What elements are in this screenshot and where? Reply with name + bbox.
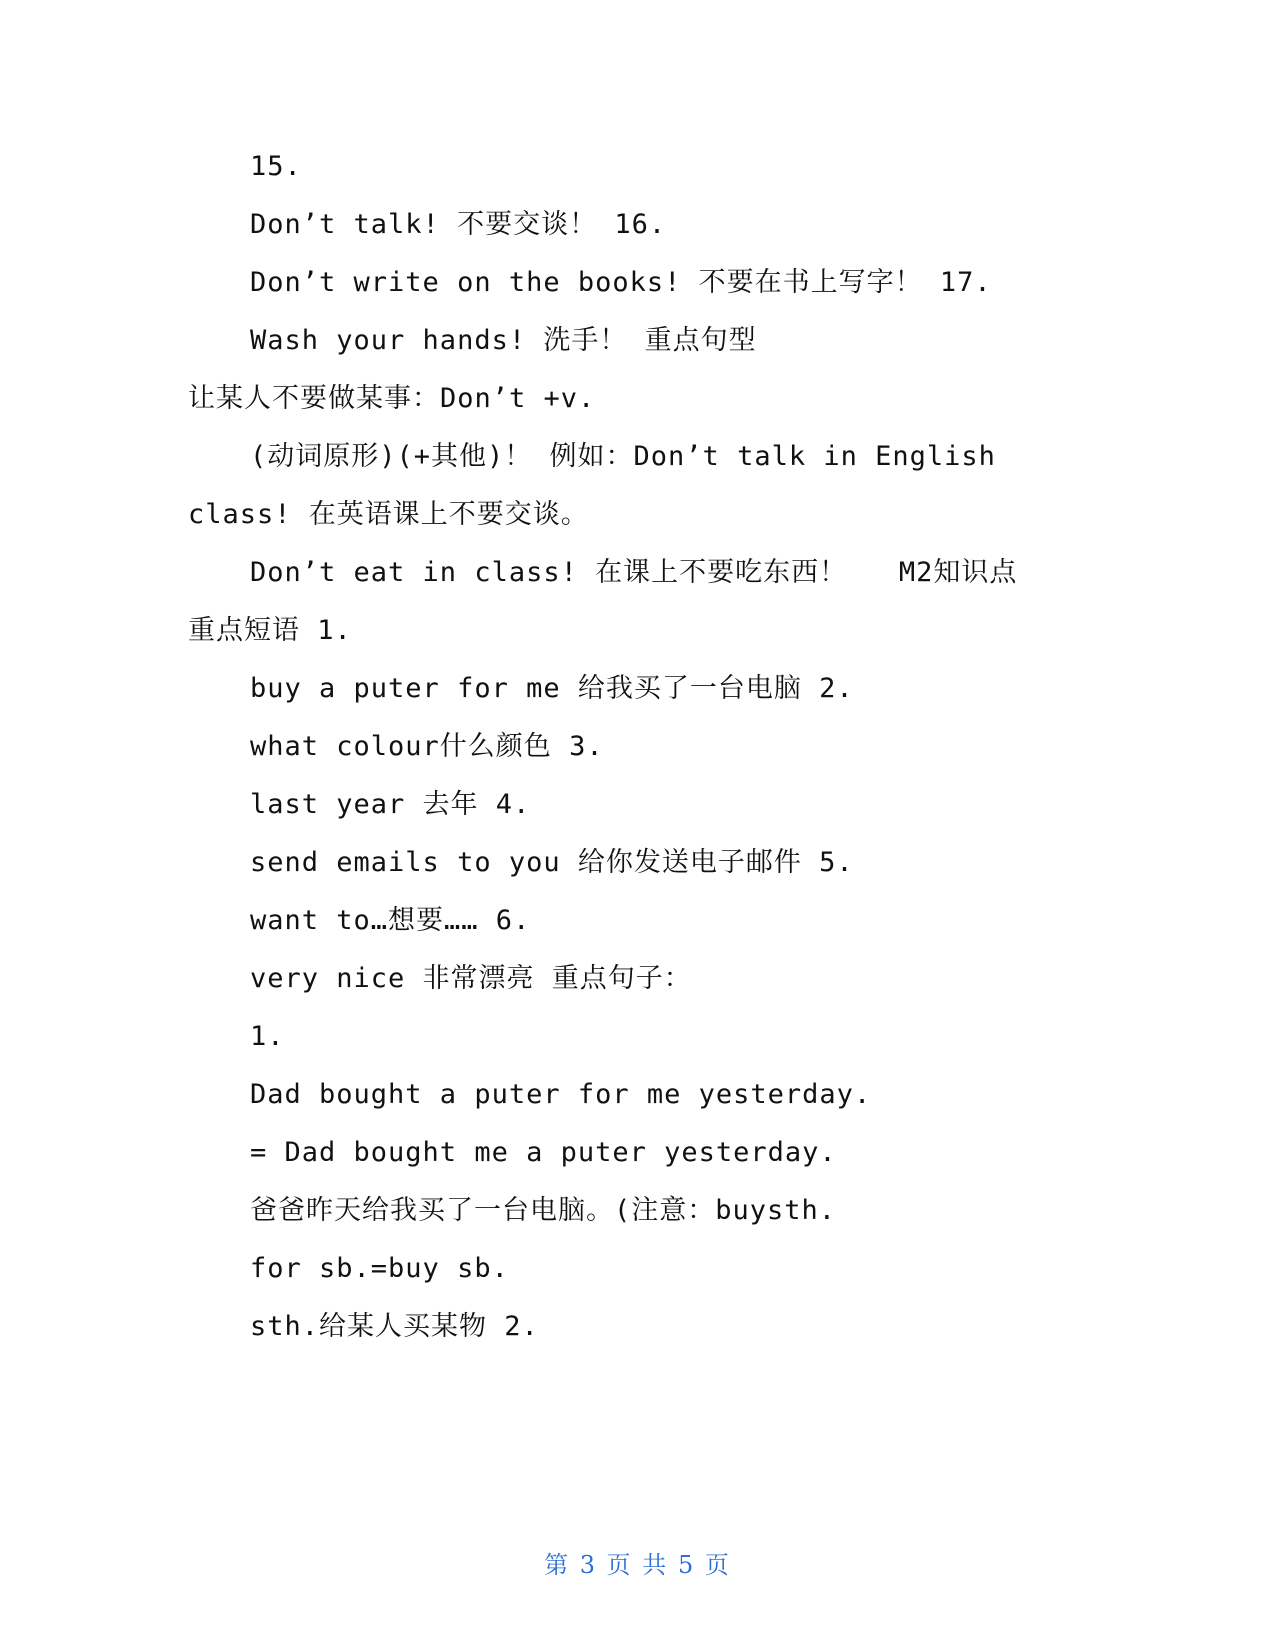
text-line: Don’t write on the books! 不要在书上写字！ 17.: [250, 267, 992, 298]
text-line: for sb.=buy sb.: [250, 1253, 509, 1284]
text-line: = Dad bought me a puter yesterday.: [250, 1137, 837, 1168]
text-line: last year 去年 4.: [250, 789, 531, 820]
text-line: class! 在英语课上不要交谈。: [188, 499, 589, 530]
text-line: sth.给某人买某物 2.: [250, 1311, 539, 1342]
text-line: buy a puter for me 给我买了一台电脑 2.: [250, 673, 854, 704]
text-line: 1.: [250, 1021, 285, 1052]
text-line: Wash your hands! 洗手！ 重点句型: [250, 325, 757, 356]
text-line: Don’t talk! 不要交谈！ 16.: [250, 209, 667, 240]
text-line: what colour什么颜色 3.: [250, 731, 604, 762]
text-line: Dad bought a puter for me yesterday.: [250, 1079, 872, 1110]
text-line: (动词原形)(+其他)！ 例如：Don’t talk in English: [250, 441, 996, 472]
text-line: 爸爸昨天给我买了一台电脑。(注意：buysth.: [250, 1195, 837, 1226]
page-number-footer: 第 3 页 共 5 页: [544, 1551, 731, 1579]
text-line: 让某人不要做某事：Don’t +v.: [188, 383, 596, 414]
text-line: very nice 非常漂亮 重点句子：: [250, 963, 692, 994]
text-line: 15.: [250, 151, 302, 182]
text-line: send emails to you 给你发送电子邮件 5.: [250, 847, 854, 878]
text-line: Don’t eat in class! 在课上不要吃东西！ M2知识点: [250, 557, 1018, 588]
text-line: want to…想要…… 6.: [250, 905, 531, 936]
text-line: 重点短语 1.: [188, 615, 352, 646]
